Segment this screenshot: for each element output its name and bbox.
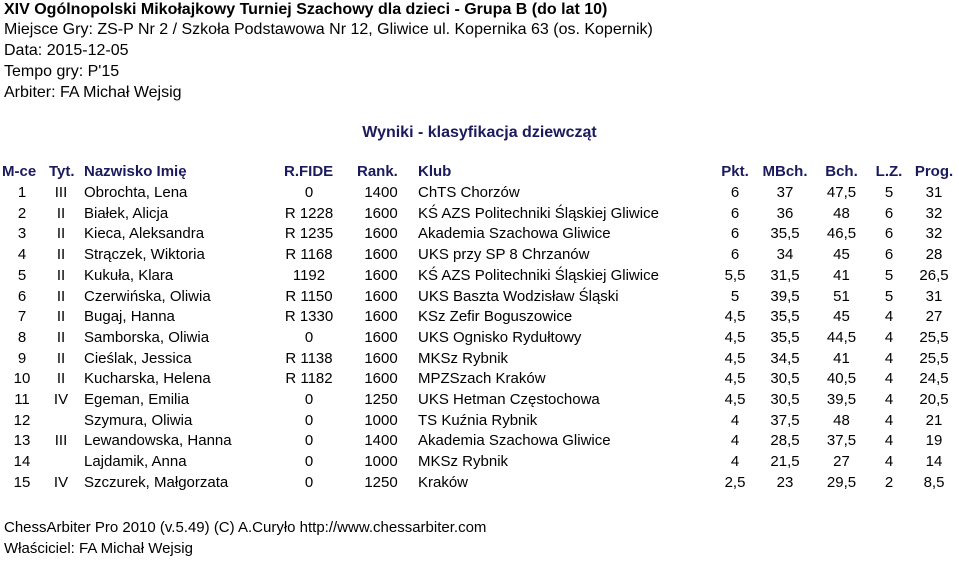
- cell-place: 15: [13, 473, 31, 491]
- cell-fide: R 1150: [285, 287, 333, 305]
- cell-prog: 8,5: [923, 473, 945, 491]
- cell-prog: 21: [925, 411, 943, 429]
- cell-place: 4: [17, 246, 27, 264]
- cell-prog: 31: [925, 184, 943, 201]
- cell-place: 14: [13, 453, 31, 471]
- table-row: [0, 411, 959, 431]
- cell-place: 3: [17, 225, 27, 243]
- software-credit: ChessArbiter Pro 2010 (v.5.49) (C) A.Curyło http://www.chessarbiter.com: [4, 519, 487, 536]
- cell-lz: 4: [884, 411, 894, 429]
- table-row: [0, 328, 959, 348]
- cell-mbch: 23: [776, 473, 794, 491]
- cell-points: 6: [730, 225, 740, 243]
- cell-rank: 1600: [364, 287, 398, 305]
- col-fide: R.FIDE: [284, 163, 334, 180]
- col-name: Nazwisko Imię: [84, 163, 187, 180]
- cell-club: Akademia Szachowa Gliwice: [418, 225, 611, 243]
- cell-rank: 1250: [364, 473, 398, 491]
- cell-fide: R 1138: [285, 349, 333, 367]
- cell-points: 4,5: [724, 308, 746, 326]
- cell-place: 13: [13, 432, 31, 450]
- cell-rank: 1250: [364, 391, 398, 408]
- cell-points: 4,5: [724, 391, 746, 408]
- cell-bch: 48: [833, 411, 850, 429]
- cell-mbch: 35,5: [770, 225, 800, 243]
- cell-lz: 5: [884, 184, 894, 201]
- col-rank: Rank.: [357, 163, 398, 180]
- table-row: [0, 452, 959, 472]
- cell-club: KŚ AZS Politechniki Śląskiej Gliwice: [418, 204, 659, 222]
- cell-lz: 5: [884, 266, 894, 284]
- col-points: Pkt.: [721, 163, 749, 180]
- cell-prog: 32: [925, 204, 943, 222]
- cell-title: IV: [53, 473, 69, 491]
- cell-mbch: 30,5: [770, 370, 800, 388]
- cell-club: UKS przy SP 8 Chrzanów: [418, 246, 590, 264]
- table-row: [0, 349, 959, 369]
- cell-prog: 14: [925, 453, 943, 471]
- cell-points: 6: [730, 246, 740, 264]
- cell-fide: 0: [304, 328, 314, 346]
- cell-lz: 4: [884, 453, 894, 471]
- cell-points: 4,5: [724, 328, 746, 346]
- table-row: [0, 307, 959, 327]
- cell-name: Bugaj, Hanna: [84, 308, 175, 326]
- cell-club: MKSz Rybnik: [418, 453, 509, 471]
- cell-place: 2: [17, 204, 27, 222]
- cell-bch: 47,5: [826, 184, 857, 201]
- cell-title: II: [56, 328, 66, 346]
- cell-name: Kucharska, Helena: [84, 370, 211, 388]
- cell-rank: 1600: [364, 308, 398, 326]
- cell-rank: 1400: [364, 432, 398, 450]
- cell-bch: 37,5: [826, 432, 857, 450]
- cell-name: Cieślak, Jessica: [84, 349, 192, 367]
- col-place: M-ce: [2, 163, 37, 180]
- cell-points: 4: [730, 411, 740, 429]
- cell-mbch: 21,5: [770, 453, 800, 471]
- cell-title: II: [56, 246, 66, 264]
- cell-rank: 1600: [364, 266, 398, 284]
- cell-title: II: [56, 204, 66, 222]
- col-prog: Prog.: [914, 163, 954, 180]
- cell-name: Egeman, Emilia: [84, 391, 190, 408]
- col-bch: Bch.: [825, 163, 858, 180]
- table-row: [0, 266, 959, 286]
- cell-lz: 6: [884, 204, 894, 222]
- cell-place: 10: [13, 370, 31, 388]
- cell-lz: 4: [884, 391, 894, 408]
- cell-mbch: 37,5: [770, 411, 800, 429]
- cell-title: II: [56, 370, 66, 388]
- cell-lz: 4: [884, 349, 894, 367]
- cell-place: 7: [17, 308, 27, 326]
- cell-rank: 1400: [364, 184, 398, 201]
- cell-points: 5: [730, 287, 740, 305]
- cell-rank: 1000: [364, 453, 398, 471]
- venue-line: Miejsce Gry: ZS-P Nr 2 / Szkoła Podstawowa Nr 12, Gliwice ul. Kopernika 63 (os. Kopernik): [4, 21, 653, 38]
- cell-club: Kraków: [418, 473, 469, 491]
- cell-lz: 4: [884, 308, 894, 326]
- cell-club: UKS Hetman Częstochowa: [418, 391, 600, 408]
- cell-place: 6: [17, 287, 27, 305]
- cell-rank: 1000: [364, 411, 398, 429]
- cell-mbch: 39,5: [770, 287, 800, 305]
- cell-fide: R 1235: [284, 225, 334, 243]
- cell-lz: 4: [884, 328, 894, 346]
- cell-prog: 27: [925, 308, 943, 326]
- cell-name: Lajdamik, Anna: [84, 453, 187, 471]
- cell-bch: 39,5: [826, 391, 857, 408]
- cell-club: KSz Zefir Boguszowice: [418, 308, 573, 326]
- cell-name: Kukuła, Klara: [84, 266, 174, 284]
- table-row: [0, 204, 959, 224]
- cell-mbch: 35,5: [770, 308, 800, 326]
- cell-mbch: 30,5: [770, 391, 800, 408]
- cell-club: KŚ AZS Politechniki Śląskiej Gliwice: [418, 266, 659, 284]
- col-lz: L.Z.: [875, 163, 903, 180]
- cell-title: II: [56, 225, 66, 243]
- cell-title: IV: [53, 391, 69, 408]
- cell-fide: R 1182: [285, 370, 333, 388]
- cell-fide: 0: [304, 432, 314, 450]
- cell-fide: R 1330: [284, 308, 334, 326]
- cell-name: Szczurek, Małgorzata: [84, 473, 229, 491]
- cell-fide: 0: [304, 473, 314, 491]
- cell-lz: 4: [884, 370, 894, 388]
- cell-name: Lewandowska, Hanna: [84, 432, 232, 450]
- cell-rank: 1600: [364, 370, 398, 388]
- cell-points: 6: [730, 184, 740, 201]
- cell-prog: 32: [925, 225, 943, 243]
- cell-bch: 41: [833, 266, 850, 284]
- cell-club: UKS Ognisko Rydułtowy: [418, 328, 582, 346]
- cell-title: II: [56, 287, 66, 305]
- col-title: Tyt.: [49, 163, 75, 180]
- cell-fide: 0: [304, 411, 314, 429]
- cell-club: UKS Baszta Wodzisław Śląski: [418, 287, 619, 305]
- cell-prog: 19: [925, 432, 943, 450]
- cell-bch: 46,5: [826, 225, 857, 243]
- cell-points: 4,5: [724, 370, 746, 388]
- tournament-title: XIV Ogólnopolski Mikołajkowy Turniej Szachowy dla dzieci - Grupa B (do lat 10): [4, 1, 608, 18]
- cell-place: 5: [17, 266, 27, 284]
- cell-name: Szymura, Oliwia: [84, 411, 193, 429]
- cell-name: Samborska, Oliwia: [84, 328, 210, 346]
- cell-lz: 4: [884, 432, 894, 450]
- cell-bch: 41: [833, 349, 850, 367]
- cell-name: Kieca, Aleksandra: [84, 225, 205, 243]
- cell-place: 9: [17, 349, 27, 367]
- cell-fide: 0: [304, 391, 314, 408]
- table-row: [0, 473, 959, 493]
- cell-title: II: [56, 266, 66, 284]
- table-row: [0, 224, 959, 244]
- cell-prog: 25,5: [919, 349, 949, 367]
- cell-points: 2,5: [724, 473, 746, 491]
- cell-title: III: [54, 432, 68, 450]
- table-row: [0, 369, 959, 389]
- cell-club: TS Kuźnia Rybnik: [418, 411, 538, 429]
- cell-bch: 48: [833, 204, 850, 222]
- cell-place: 12: [13, 411, 31, 429]
- cell-rank: 1600: [364, 246, 398, 264]
- cell-bch: 44,5: [826, 328, 857, 346]
- cell-prog: 24,5: [919, 370, 949, 388]
- cell-name: Strączek, Wiktoria: [84, 246, 205, 264]
- table-row: [0, 390, 959, 410]
- cell-mbch: 28,5: [770, 432, 800, 450]
- cell-bch: 27: [833, 453, 850, 471]
- cell-club: Akademia Szachowa Gliwice: [418, 432, 611, 450]
- cell-mbch: 31,5: [770, 266, 800, 284]
- cell-name: Obrochta, Lena: [84, 184, 188, 201]
- cell-rank: 1600: [364, 204, 398, 222]
- cell-bch: 45: [833, 308, 850, 326]
- cell-club: MKSz Rybnik: [418, 349, 509, 367]
- cell-club: ChTS Chorzów: [418, 184, 520, 201]
- cell-fide: 0: [304, 453, 314, 471]
- cell-lz: 5: [884, 287, 894, 305]
- cell-points: 4: [730, 432, 740, 450]
- cell-place: 11: [14, 391, 30, 408]
- tempo-line: Tempo gry: P'15: [4, 63, 120, 80]
- cell-fide: R 1228: [284, 204, 334, 222]
- cell-title: II: [56, 349, 66, 367]
- cell-title: II: [56, 308, 66, 326]
- cell-prog: 28: [925, 246, 943, 264]
- cell-lz: 6: [884, 246, 894, 264]
- cell-mbch: 34: [776, 246, 794, 264]
- cell-bch: 45: [833, 246, 850, 264]
- arbiter-line: Arbiter: FA Michał Wejsig: [4, 84, 182, 101]
- cell-prog: 20,5: [919, 391, 949, 408]
- col-mbch: MBch.: [762, 163, 808, 180]
- cell-place: 8: [17, 328, 27, 346]
- cell-rank: 1600: [364, 225, 398, 243]
- cell-prog: 26,5: [919, 266, 949, 284]
- cell-points: 6: [730, 204, 740, 222]
- cell-mbch: 35,5: [770, 328, 800, 346]
- cell-prog: 31: [925, 287, 943, 305]
- date-line: Data: 2015-12-05: [4, 42, 129, 59]
- cell-points: 4: [730, 453, 740, 471]
- cell-bch: 51: [833, 287, 850, 305]
- col-club: Klub: [418, 163, 452, 180]
- cell-lz: 2: [884, 473, 894, 491]
- section-title: Wyniki - klasyfikacja dziewcząt: [362, 124, 597, 141]
- cell-bch: 29,5: [826, 473, 857, 491]
- cell-mbch: 37: [776, 184, 794, 201]
- table-row: [0, 183, 959, 203]
- cell-mbch: 36: [776, 204, 794, 222]
- cell-fide: 0: [304, 184, 314, 201]
- cell-fide: R 1168: [285, 246, 333, 264]
- table-row: [0, 431, 959, 451]
- cell-lz: 6: [884, 225, 894, 243]
- cell-rank: 1600: [364, 349, 398, 367]
- cell-bch: 40,5: [826, 370, 857, 388]
- cell-title: III: [54, 184, 68, 201]
- cell-points: 5,5: [724, 266, 746, 284]
- cell-points: 4,5: [724, 349, 746, 367]
- cell-fide: 1192: [292, 266, 326, 284]
- cell-name: Czerwińska, Oliwia: [84, 287, 211, 305]
- table-row: [0, 287, 959, 307]
- cell-mbch: 34,5: [770, 349, 800, 367]
- owner-line: Właściciel: FA Michał Wejsig: [4, 540, 193, 557]
- cell-club: MPZSzach Kraków: [418, 370, 546, 388]
- cell-rank: 1600: [364, 328, 398, 346]
- cell-place: 1: [17, 184, 27, 201]
- table-row: [0, 245, 959, 265]
- cell-prog: 25,5: [919, 328, 949, 346]
- cell-name: Białek, Alicja: [84, 204, 169, 222]
- table-header: [0, 162, 959, 182]
